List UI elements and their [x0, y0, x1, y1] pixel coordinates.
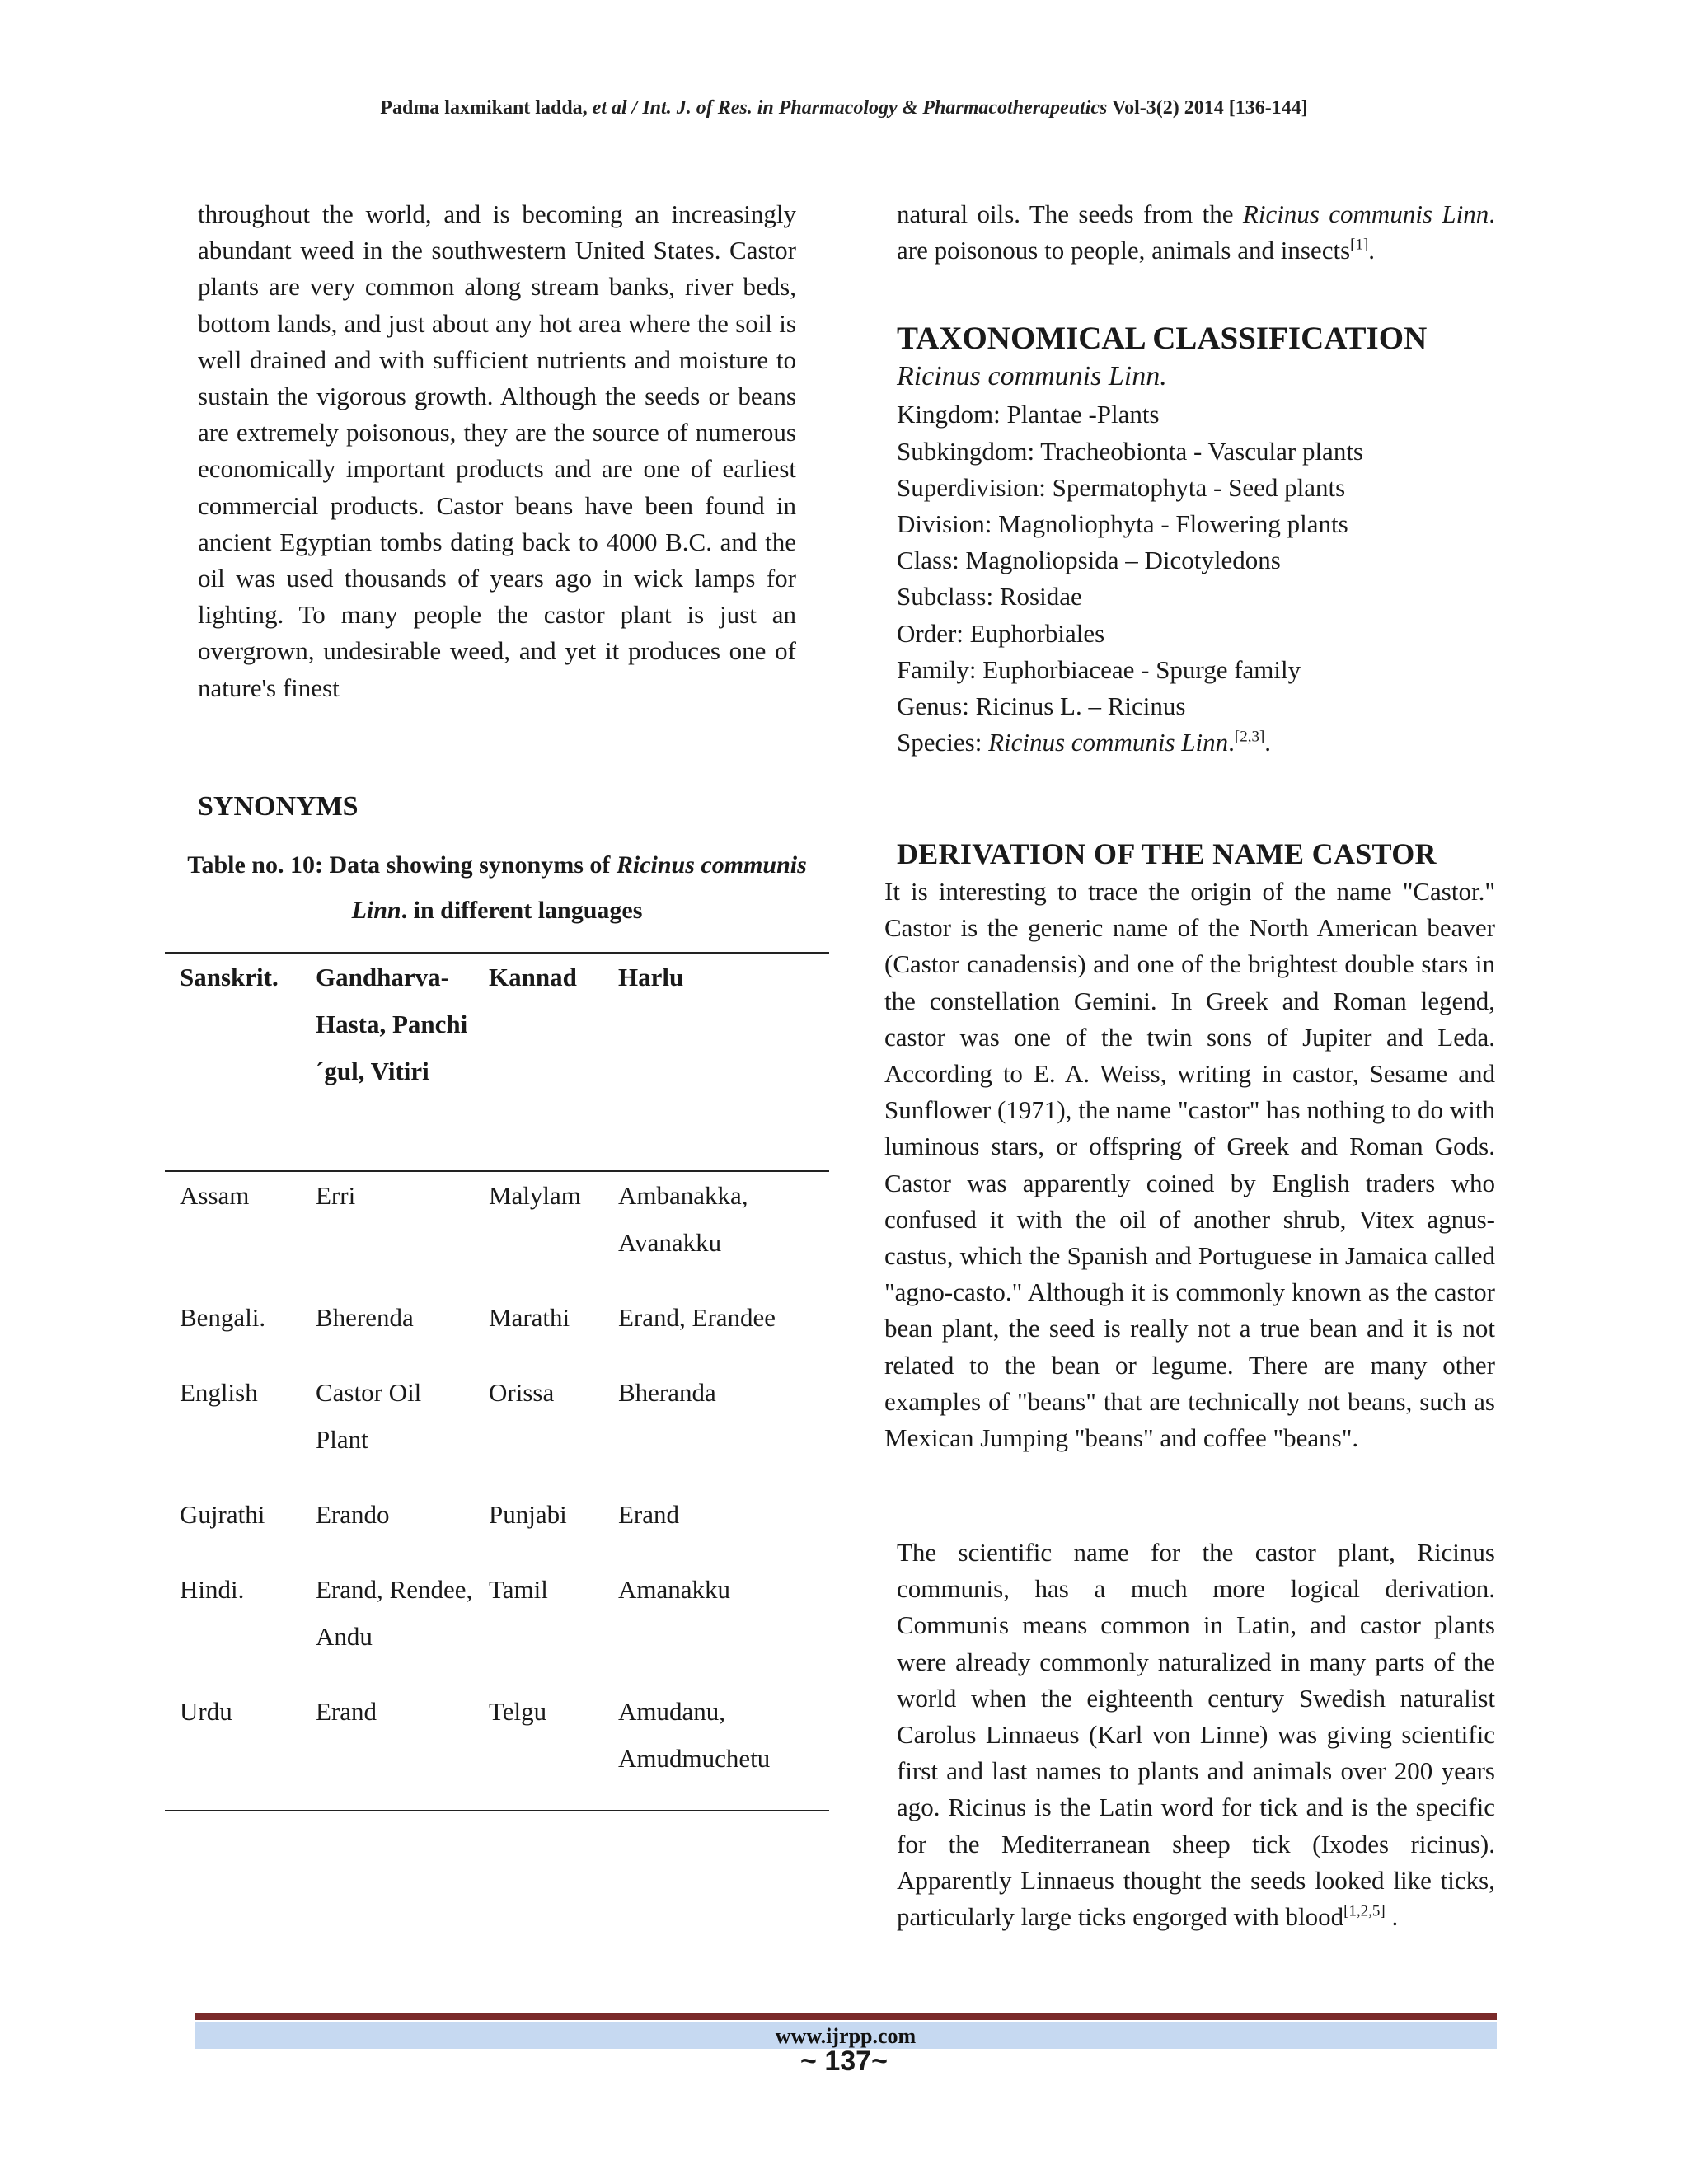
header-volume: Vol-3(2) 2014 [136-144]	[1111, 97, 1308, 119]
table-cell: Urdu	[180, 1697, 232, 1726]
table-cell: Bherenda	[316, 1303, 414, 1332]
table-row	[165, 1294, 829, 1369]
table-cell: Ambanakka, Avanakku	[618, 1181, 748, 1257]
taxonomy-line: Kingdom: Plantae -Plants	[897, 400, 1160, 429]
derivation-paragraph-2-end: .	[1385, 1902, 1399, 1932]
species-name: Ricinus communis Linn	[988, 728, 1229, 757]
taxonomy-line: Class: Magnoliopsida – Dicotyledons	[897, 546, 1281, 575]
table-header-cell: Kannad	[489, 963, 577, 991]
table-cell: Erand, Erandee	[618, 1303, 776, 1332]
table-cell: Hindi.	[180, 1575, 245, 1604]
table-cell: Erando	[316, 1500, 390, 1529]
derivation-paragraph-2-text: The scientific name for the castor plant, Ricinus communis, has a much more logical derivation. Communis means common in Latin, and castor plants were already commonly naturalized in many parts of the world when the eighteenth century Swedish naturalist Carolus Linnaeus (Karl von Linne) was giving scientific first and last names to plants and animals over 200 years ago. Ricinus is the Latin word for tick and is the specific for the Mediterranean sheep tick (Ixodes ricinus). Apparently Linnaeus thought the seeds looked like ticks, particularly large ticks engorged with blood	[897, 1538, 1495, 1932]
right-intro-tail: . are poisonous to people, animals and insects	[897, 199, 1495, 265]
right-intro-text: natural oils. The seeds from the	[897, 199, 1234, 228]
table-row	[165, 1171, 829, 1294]
taxonomy-line: Division: Magnoliophyta - Flowering plants	[897, 509, 1348, 539]
taxonomy-line: Order: Euphorbiales	[897, 618, 1105, 648]
synonyms-heading: SYNONYMS	[198, 791, 359, 822]
taxonomy-line: Family: Euphorbiaceae - Spurge family	[897, 654, 1301, 684]
table-cell: Orissa	[489, 1378, 555, 1407]
table-header-cell: Sanskrit.	[180, 963, 279, 991]
derivation-paragraph-1: It is interesting to trace the origin of the name "Castor." Castor is the generic name of the North American beaver (Castor canadensis) and one of the brightest double stars in the constellation Gemini. In Greek and Roman legend, castor was one of the twin sons of Jupiter and Leda. According to E. A. Weiss, writing in castor, Sesame and Sunflower (1971), the name "castor" has nothing to do with luminous stars, or offspring of Greek and Roman Gods. Castor was apparently coined by English traders who confused it with the oil of another shrub, Vitex agnus-castus, which the Spanish and Portuguese in Jamaica called "agno-casto." Although it is commonly known as the castor bean plant, the seed is really not a true bean and it is not related to the bean or legume. There are many other examples of "beans" that are technically not beans, such as Mexican Jumping "beans" and coffee "beans".	[884, 877, 1495, 1453]
taxonomy-heading: TAXONOMICAL CLASSIFICATION	[897, 321, 1428, 357]
table-cell: Tamil	[489, 1575, 548, 1604]
taxonomy-line: Genus: Ricinus L. – Ricinus	[897, 691, 1186, 721]
table-row	[165, 1688, 829, 1811]
header-author: Padma laxmikant ladda,	[380, 97, 588, 119]
table-cell: Assam	[180, 1181, 250, 1210]
synonyms-heading-wrap	[198, 791, 359, 823]
right-intro-paragraph	[897, 196, 1495, 269]
taxonomy-species-title: Ricinus communis Linn.	[897, 361, 1167, 392]
derivation-paragraph-2	[897, 1535, 1495, 1935]
table-cell: Erand	[316, 1697, 377, 1726]
footer-rule	[195, 2013, 1497, 2020]
derivation-para1-wrap	[884, 874, 1495, 1456]
left-column	[198, 196, 796, 706]
taxonomy-line: Superdivision: Spermatophyta - Seed plants	[897, 472, 1346, 502]
table-cell: Erand, Rendee, Andu	[316, 1575, 473, 1651]
table-row	[165, 1369, 829, 1491]
derivation-heading: DERIVATION OF THE NAME CASTOR	[897, 837, 1437, 870]
right-column	[897, 196, 1495, 761]
table-caption-text: Table no. 10: Data showing synonyms of	[187, 851, 611, 879]
footer-band	[195, 2013, 1497, 2049]
table-cell: Amanakku	[618, 1575, 731, 1604]
citation-ref: [1]	[1350, 236, 1369, 254]
species-label: Species:	[897, 728, 982, 757]
table-cell: Telgu	[489, 1697, 547, 1726]
table-cell: Bengali.	[180, 1303, 266, 1332]
table-cell: Marathi	[489, 1303, 570, 1332]
table-header-row	[165, 953, 829, 1171]
header-journal: / Int. J. of Res. in Pharmacology & Pharmacotherapeutics	[631, 97, 1108, 119]
table-row	[165, 1491, 829, 1566]
taxonomy-species-line: Species: Ricinus communis Linn.[2,3].	[897, 728, 1272, 757]
taxonomy-section	[897, 320, 1495, 761]
intro-paragraph: throughout the world, and is becoming an increasingly abundant weed in the southwestern United States. Castor plants are very common along stream banks, river beds, bottom lands, and just about any hot area where the soil is well drained and with sufficient nutrients and moisture to sustain the vigorous growth. Although the seeds or beans are extremely poisonous, they are the source of numerous economically important products and are one of earliest commercial products. Castor beans have been found in ancient Egyptian tombs dating back to 4000 B.C. and the oil was used thousands of years ago in wick lamps for lighting. To many people the castor plant is just an overgrown, undesirable weed, and yet it produces one of nature's finest	[198, 199, 796, 702]
derivation-heading-wrap	[897, 837, 1495, 871]
table-cell: Castor Oil Plant	[316, 1378, 422, 1454]
header-etal: et al	[592, 97, 627, 119]
table-caption-tail: . in different languages	[401, 897, 643, 924]
table-cell: English	[180, 1378, 258, 1407]
right-intro-species: Ricinus communis Linn	[1242, 199, 1489, 228]
table-cell: Punjabi	[489, 1500, 567, 1529]
citation-ref: [1,2,5]	[1343, 1902, 1386, 1920]
table-cell: Erri	[316, 1181, 356, 1210]
table-header-cell: Gandharva-Hasta, Panchi´gul, Vitiri	[316, 963, 468, 1085]
table-cell: Gujrathi	[180, 1500, 265, 1529]
page-number: ~ 137~	[800, 2046, 888, 2077]
citation-ref: [2,3]	[1234, 728, 1265, 746]
taxonomy-line: Subclass: Rosidae	[897, 582, 1082, 612]
table-cell: Malylam	[489, 1181, 581, 1210]
taxonomy-line: Subkingdom: Tracheobionta - Vascular plants	[897, 436, 1363, 466]
right-intro-end: .	[1368, 236, 1376, 265]
table-cell: Amudanu, Amudmuchetu	[618, 1697, 771, 1773]
table-caption	[165, 842, 829, 933]
running-header	[0, 97, 1688, 120]
table-header-cell: Harlu	[618, 963, 684, 991]
table-row	[165, 1566, 829, 1688]
table-cell: Bheranda	[618, 1378, 716, 1407]
synonyms-table	[165, 952, 829, 1811]
footer-url: www.ijrpp.com	[195, 2022, 1497, 2049]
table-cell: Erand	[618, 1500, 680, 1529]
table-caption-species: Ricinus communis Linn	[351, 851, 807, 924]
derivation-para2-wrap	[897, 1535, 1495, 1935]
